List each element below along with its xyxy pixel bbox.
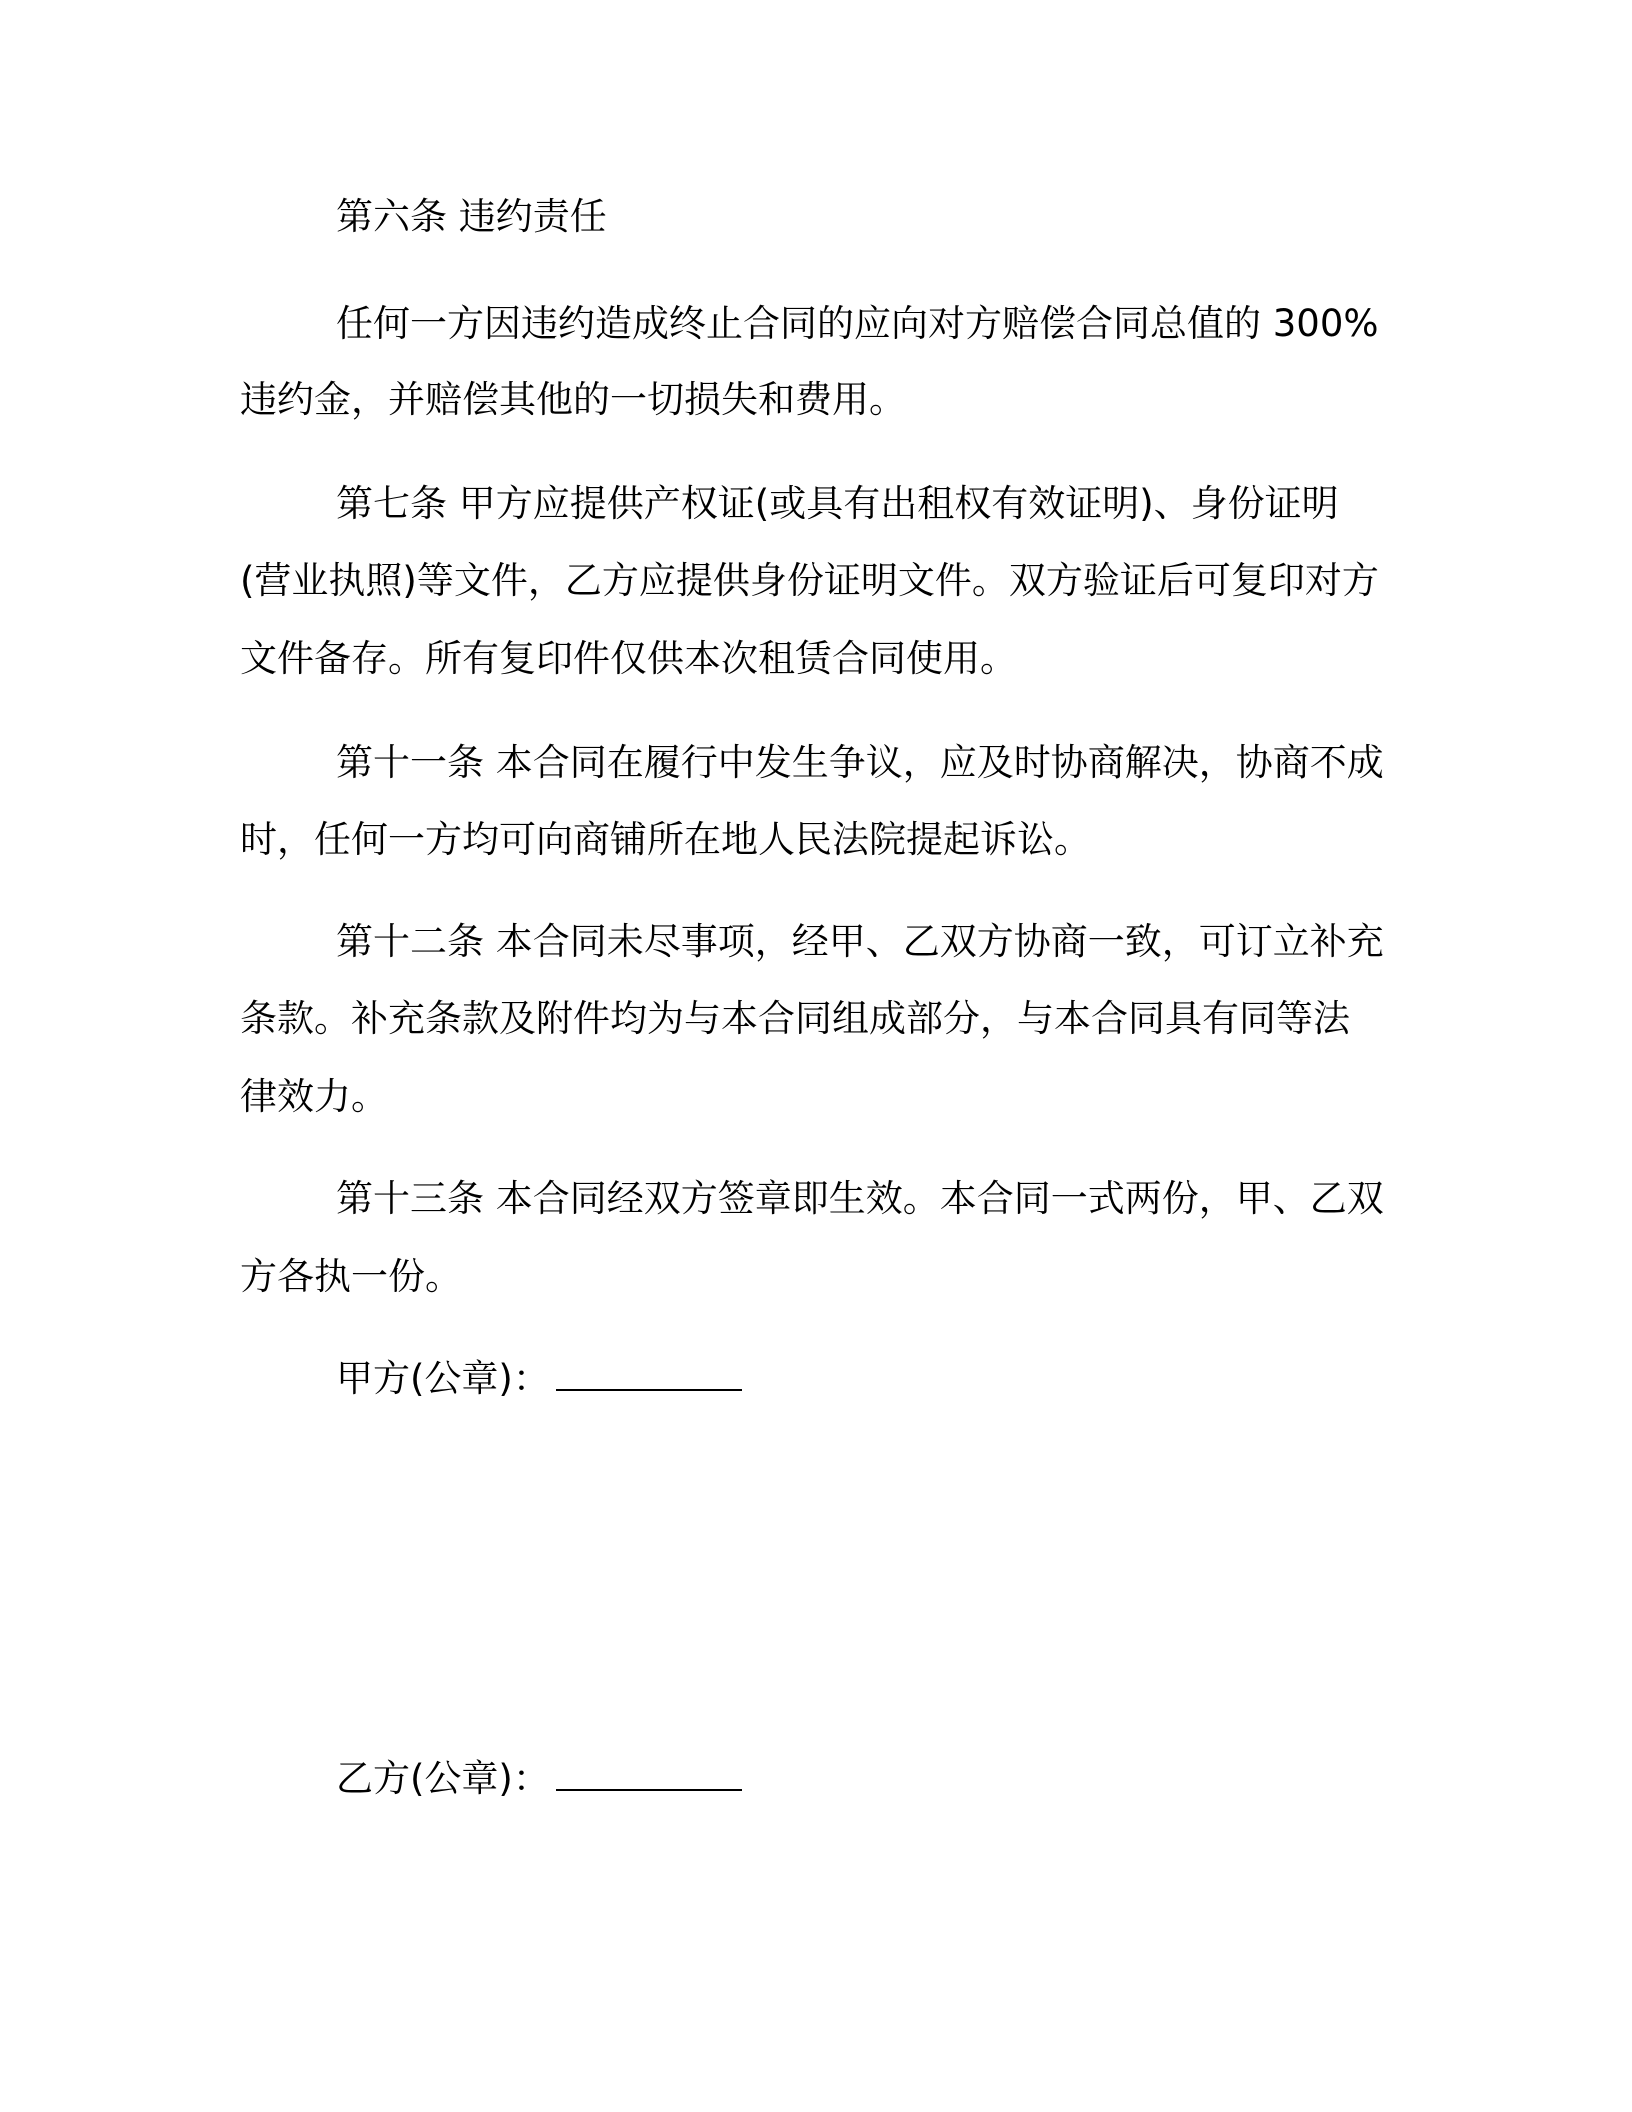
article-11-line-2: 时，任何一方均可向商铺所在地人民法院提起诉讼。 [240,818,1091,861]
article-13-line-1: 第十三条 本合同经双方签章即生效。本合同一式两份，甲、乙双 [336,1177,1384,1220]
party-a-label: 甲方(公章)： [336,1357,550,1400]
article-13-line-2: 方各执一份。 [240,1255,462,1298]
article-6-line-2: 违约金，并赔偿其他的一切损失和费用。 [240,378,906,421]
article-7-line-3: 文件备存。所有复印件仅供本次租赁合同使用。 [240,637,1017,680]
article-7-line-1: 第七条 甲方应提供产权证(或具有出租权有效证明)、身份证明 [336,482,1339,525]
article-12-line-3: 律效力。 [240,1075,388,1118]
article-11-line-1: 第十一条 本合同在履行中发生争议，应及时协商解决，协商不成 [336,741,1384,784]
article-12-line-2: 条款。补充条款及附件均为与本合同组成部分，与本合同具有同等法 [240,997,1350,1040]
party-b-label: 乙方(公章)： [336,1757,550,1800]
article-7-line-2: (营业执照)等文件，乙方应提供身份证明文件。双方验证后可复印对方 [240,559,1379,602]
article-12-line-1: 第十二条 本合同未尽事项，经甲、乙双方协商一致，可订立补充 [336,920,1384,963]
party-a-signature-line [556,1388,742,1391]
party-a-signature [336,1357,742,1400]
party-b-signature [336,1757,742,1800]
party-b-signature-line [556,1788,742,1791]
article-6-line-1: 任何一方因违约造成终止合同的应向对方赔偿合同总值的 300% [336,302,1379,345]
article-6-heading: 第六条 违约责任 [336,195,607,238]
